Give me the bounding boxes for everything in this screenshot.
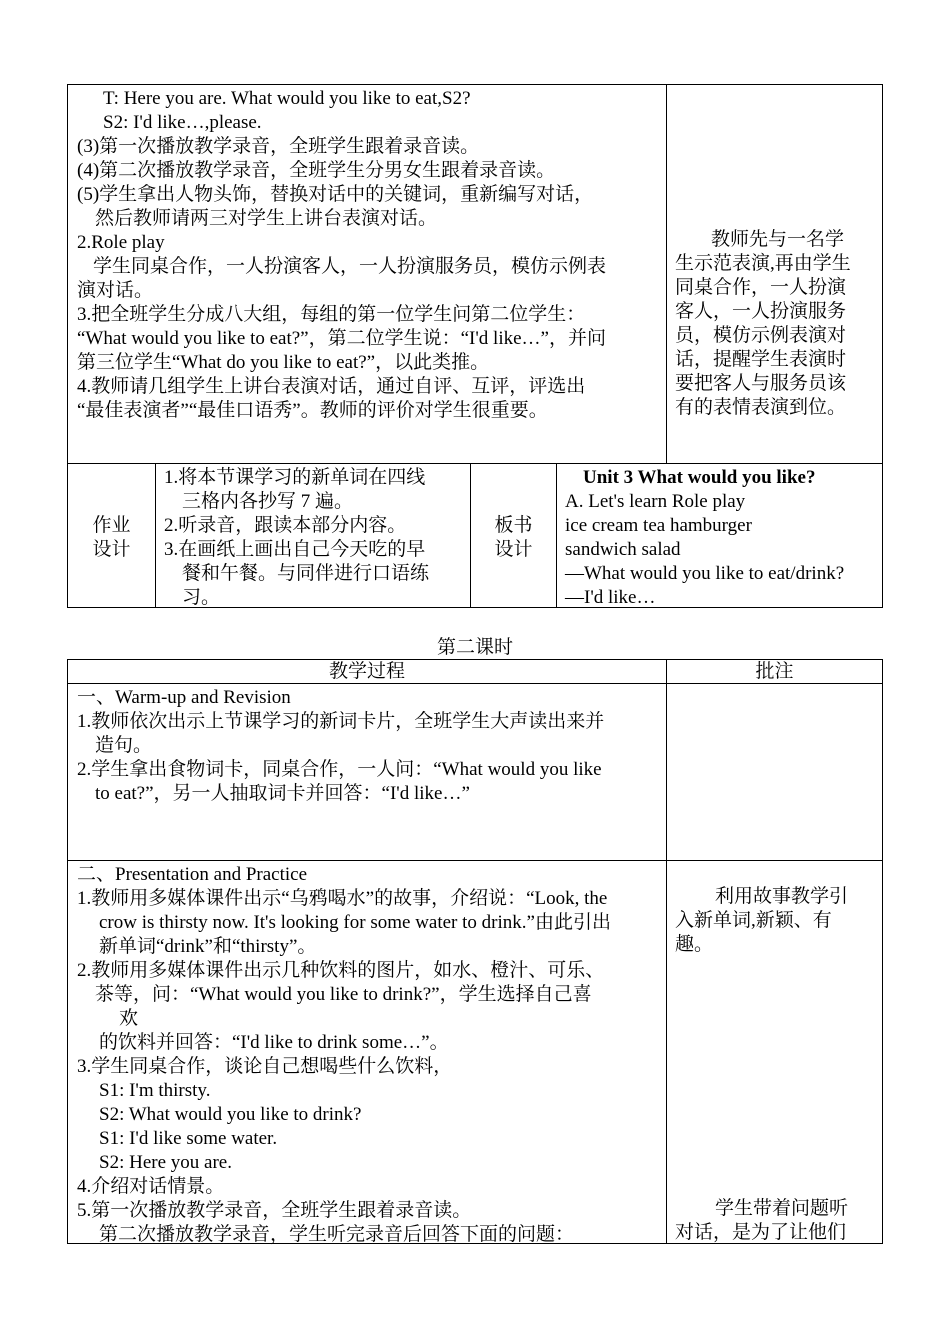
section-heading: 一、Warm-up and Revision <box>77 687 291 708</box>
section1-notes-cell <box>666 683 883 861</box>
note-line: 要把客人与服务员该 <box>675 373 847 394</box>
board-label: 设计 <box>494 539 533 560</box>
step-line: 然后教师请两三对学生上讲台表演对话。 <box>95 208 438 229</box>
board-content-cell <box>556 463 883 608</box>
dialogue-line: S2: What would you like to drink? <box>99 1104 362 1125</box>
homework-content-cell <box>155 463 471 608</box>
step-line: 3.把全班学生分成八大组，每组的第一位学生问第二位学生： <box>77 304 586 325</box>
board-label: 板书 <box>494 515 533 536</box>
dialogue-line: S1: I'd like some water. <box>99 1128 278 1149</box>
table1-process-cell <box>67 84 667 464</box>
section1-process-cell <box>67 683 667 861</box>
step-line: 演对话。 <box>77 280 154 301</box>
dialogue-line: S2: Here you are. <box>99 1152 232 1173</box>
homework-item: 2.听录音，跟读本部分内容。 <box>164 515 407 536</box>
step-line: 4.教师请几组学生上讲台表演对话，通过自评、互评，评选出 <box>77 376 586 397</box>
homework-item: 三格内各抄写 7 遍。 <box>182 491 354 512</box>
section-heading: 二、Presentation and Practice <box>77 864 308 885</box>
step-line: 2.学生拿出食物词卡，同桌合作，一人问：“What would you like <box>77 759 602 780</box>
note-line: 利用故事教学引 <box>715 886 849 907</box>
board-line: —I'd like… <box>565 587 656 608</box>
note-line: 员，模仿示例表演对 <box>675 325 847 346</box>
note-line: 生示范表演,再由学生 <box>675 253 851 274</box>
step-line: “What would you like to eat?”，第二位学生说：“I'd like…”，并问 <box>77 328 606 349</box>
step-line: 3.学生同桌合作，谈论自己想喝些什么饮料， <box>77 1056 453 1077</box>
board-label-cell <box>470 463 557 608</box>
note-line: 入新单词,新颖、有 <box>675 910 832 931</box>
note-line: 有的表情表演到位。 <box>675 397 847 418</box>
step-line: (4)第二次播放教学录音，全班学生分男女生跟着录音读。 <box>77 160 556 181</box>
board-title: Unit 3 What would you like? <box>583 467 816 488</box>
step-line: (5)学生拿出人物头饰，替换对话中的关键词，重新编写对话， <box>77 184 594 205</box>
lesson-title: 第二课时 <box>436 637 513 658</box>
note-line: 趣。 <box>675 934 714 955</box>
note-line: 话，提醒学生表演时 <box>675 349 847 370</box>
dialogue-line: S1: I'm thirsty. <box>99 1080 211 1101</box>
dialogue-line: S2: I'd like…,please. <box>103 112 262 133</box>
step-line: crow is thirsty now. It's looking for some water to drink.”由此引出 <box>99 912 611 933</box>
note-line: 同桌合作，一人扮演 <box>675 277 847 298</box>
homework-item: 餐和午餐。与同伴进行口语练 <box>182 563 430 584</box>
step-line: “最佳表演者”“最佳口语秀”。教师的评价对学生很重要。 <box>77 400 548 421</box>
step-line: to eat?”，另一人抽取词卡并回答：“I'd like…” <box>95 783 470 804</box>
note-line: 对话，是为了让他们 <box>675 1222 847 1243</box>
step-line: 的饮料并回答：“I'd like to drink some…”。 <box>99 1032 449 1053</box>
homework-label-cell <box>67 463 156 608</box>
step-line: 1.教师依次出示上节课学习的新词卡片，全班学生大声读出来并 <box>77 711 605 732</box>
homework-item: 1.将本节课学习的新单词在四线 <box>164 467 426 488</box>
step-line: 第三位学生“What do you like to eat?”，以此类推。 <box>77 352 490 373</box>
board-line: A. Let's learn Role play <box>565 491 746 512</box>
section2-process-cell <box>67 860 667 1244</box>
section2-notes-cell <box>666 860 883 1244</box>
step-line: 2.教师用多媒体课件出示几种饮料的图片，如水、橙汁、可乐、 <box>77 960 605 981</box>
note-line: 客人，一人扮演服务 <box>675 301 847 322</box>
board-line: —What would you like to eat/drink? <box>565 563 845 584</box>
step-line: 第二次播放教学录音，学生听完录音后回答下面的问题： <box>99 1224 575 1245</box>
step-line: 1.教师用多媒体课件出示“乌鸦喝水”的故事，介绍说：“Look, the <box>77 888 608 909</box>
step-line: 5.第一次播放教学录音，全班学生跟着录音读。 <box>77 1200 472 1221</box>
step-heading: 2.Role play <box>77 232 165 253</box>
board-line: ice cream tea hamburger <box>565 515 752 536</box>
homework-label: 设计 <box>92 539 131 560</box>
step-line: 茶等，问：“What would you like to drink?”，学生选择自己喜 <box>95 984 592 1005</box>
step-line: 4.介绍对话情景。 <box>77 1176 225 1197</box>
table1-notes-cell <box>666 84 883 464</box>
step-line: (3)第一次播放教学录音，全班学生跟着录音读。 <box>77 136 480 157</box>
step-line: 新单词“drink”和“thirsty”。 <box>99 936 317 957</box>
note-line: 学生带着问题听 <box>715 1198 849 1219</box>
homework-label: 作业 <box>92 515 131 536</box>
homework-item: 习。 <box>182 587 221 608</box>
step-line: 欢 <box>119 1008 139 1029</box>
homework-item: 3.在画纸上画出自己今天吃的早 <box>164 539 426 560</box>
dialogue-line: T: Here you are. What would you like to eat,S2? <box>103 88 471 109</box>
note-line: 教师先与一名学 <box>711 229 845 250</box>
header-process: 教学过程 <box>67 659 667 684</box>
board-line: sandwich salad <box>565 539 681 560</box>
step-line: 学生同桌合作，一人扮演客人，一人扮演服务员，模仿示例表 <box>93 256 607 277</box>
step-line: 造句。 <box>95 735 153 756</box>
header-notes: 批注 <box>666 659 883 684</box>
